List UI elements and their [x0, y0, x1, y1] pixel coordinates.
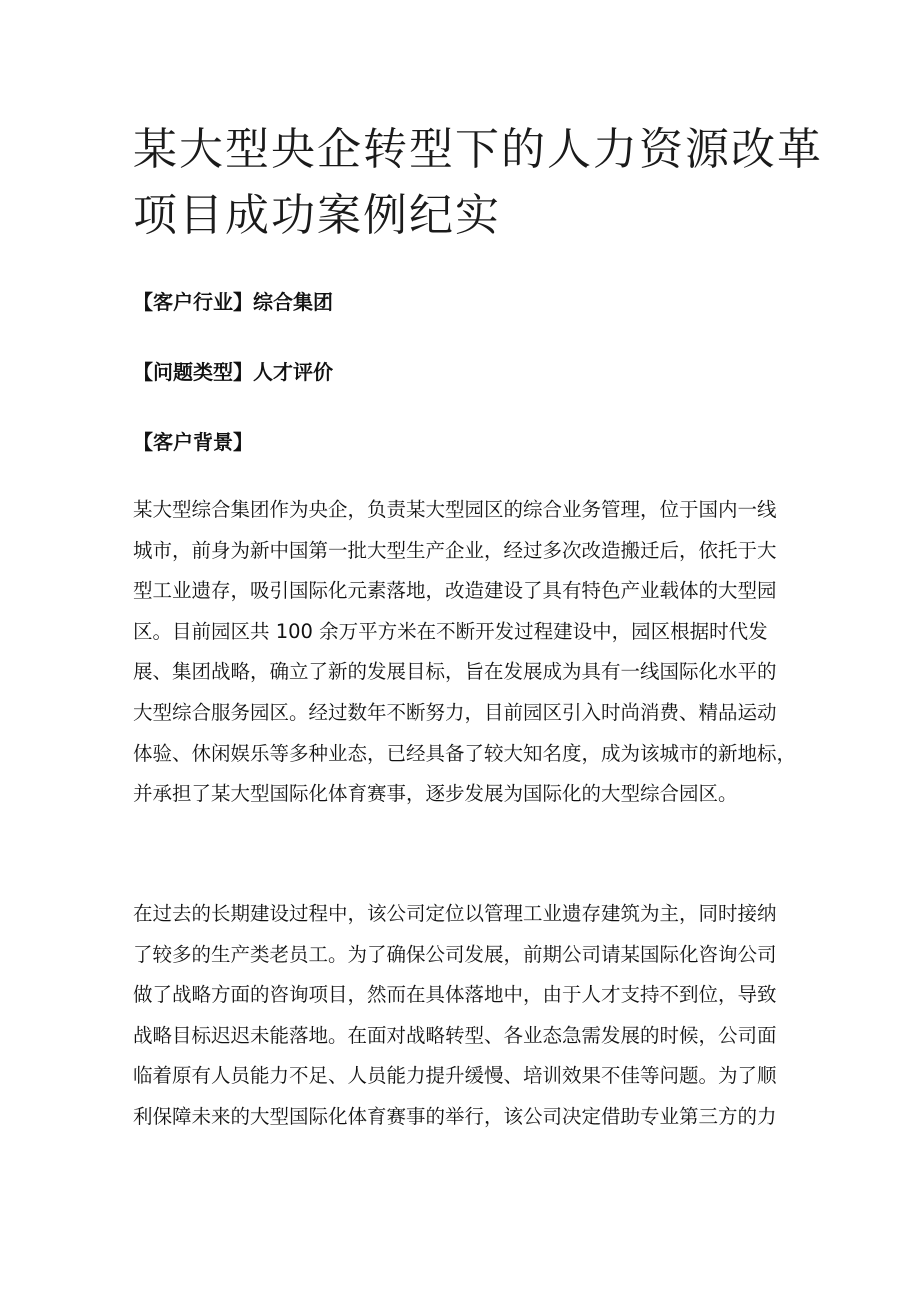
paragraph-line: 某大型综合集团作为央企，负责某大型园区的综合业务管理，位于国内一线: [133, 498, 777, 521]
paragraph-line: 并承担了某大型国际化体育赛事，逐步发展为国际化的大型综合园区。: [133, 782, 738, 806]
client-industry-label: 【客户行业】综合集团: [133, 290, 333, 314]
title-line: 某大型央企转型下的人力资源改革: [133, 124, 823, 175]
client-background-heading: 【客户背景】: [133, 430, 253, 454]
paragraph-line: 型工业遗存，吸引国际化元素落地，改造建设了具有特色产业载体的大型园: [133, 579, 777, 603]
paragraph-line: 区。目前园区共 100 余万平方米在不断开发过程建设中，园区根据时代发: [133, 619, 768, 643]
paragraph-line: 在过去的长期建设过程中，该公司定位以管理工业遗存建筑为主，同时接纳: [133, 902, 777, 925]
paragraph-line: 城市，前身为新中国第一批大型生产企业，经过多次改造搬迁后，依托于大: [133, 538, 777, 562]
background-paragraph-2: [133, 894, 813, 1138]
paragraph-line: 展、集团战略，确立了新的发展目标，旨在发展成为具有一线国际化水平的: [133, 660, 777, 684]
background-paragraph-1: [133, 490, 813, 815]
paragraph-line: 战略目标迟迟未能落地。在面对战略转型、各业态急需发展的时候，公司面: [133, 1023, 777, 1047]
paragraph-line: 了较多的生产类老员工。为了确保公司发展，前期公司请某国际化咨询公司: [133, 942, 777, 966]
title-line: 项目成功案例纪实: [133, 190, 501, 241]
paragraph-line: 做了战略方面的咨询项目，然而在具体落地中，由于人才支持不到位，导致: [133, 983, 777, 1007]
paragraph-line: 大型综合服务园区。经过数年不断努力，目前园区引入时尚消费、精品运动: [133, 700, 777, 724]
paragraph-line: 临着原有人员能力不足、人员能力提升缓慢、培训效果不佳等问题。为了顺: [133, 1064, 777, 1088]
paragraph-line: 体验、休闲娱乐等多种业态，已经具备了较大知名度，成为该城市的新地标，: [133, 741, 797, 765]
document-title: [133, 117, 823, 249]
paragraph-line: 利保障未来的大型国际化体育赛事的举行，该公司决定借助专业第三方的力: [133, 1104, 777, 1128]
problem-type-label: 【问题类型】人才评价: [133, 360, 333, 384]
